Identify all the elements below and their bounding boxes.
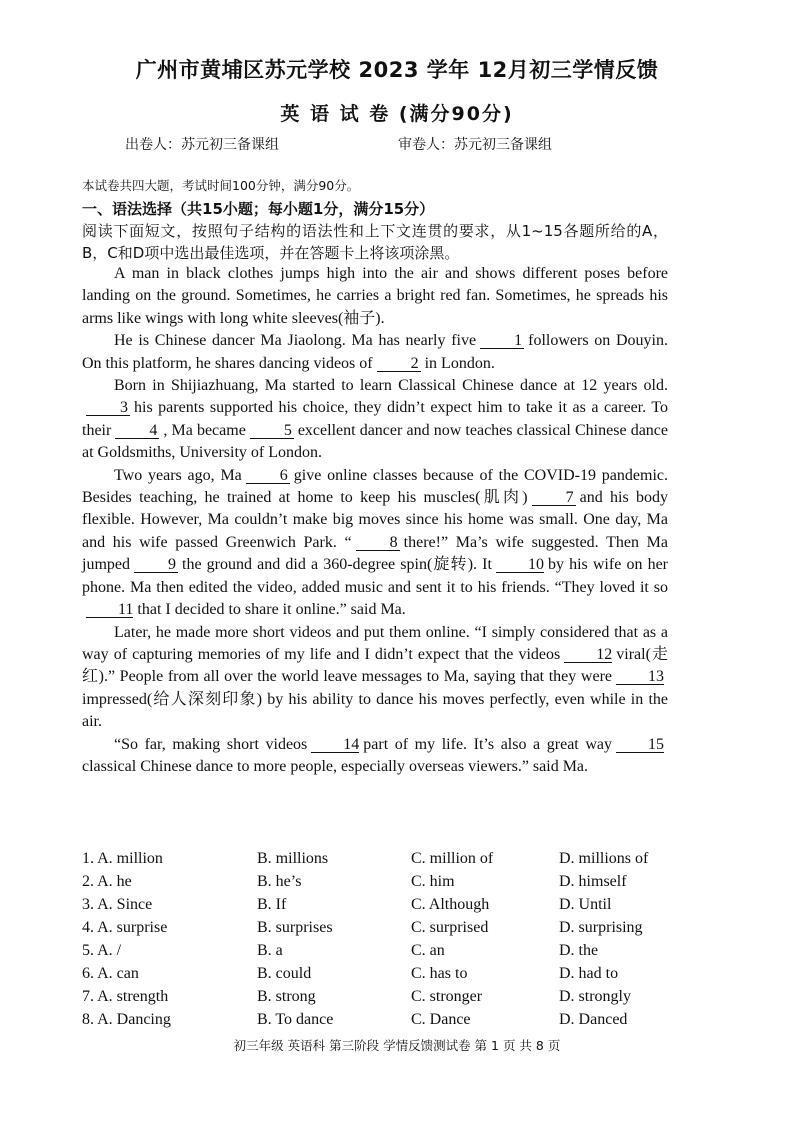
passage-text: that I decided to share it online.” said Ma.: [137, 601, 406, 619]
option-c[interactable]: C. surprised: [411, 919, 489, 936]
exam-intro: 本试卷共四大题，考试时间100分钟，满分90分。: [82, 178, 360, 193]
option-c[interactable]: C. an: [411, 942, 445, 959]
option-d[interactable]: D. had to: [559, 965, 619, 982]
passage-text: classical Chinese dance to more people, especially overseas viewers.” said Ma.: [82, 757, 589, 775]
passage-text: part of my life. It’s also a great way: [363, 735, 612, 753]
blank-4: 4: [115, 423, 159, 439]
blank-14: 14: [311, 737, 359, 753]
option-b[interactable]: B. To dance: [257, 1011, 334, 1028]
option-a[interactable]: 7. A. strength: [82, 988, 169, 1005]
answer-options: [82, 850, 682, 1034]
option-a[interactable]: 2. A. he: [82, 873, 132, 890]
reviewer-label: 审卷人：苏元初三备课组: [398, 137, 552, 153]
option-a[interactable]: 1. A. million: [82, 850, 163, 867]
option-b[interactable]: B. could: [257, 965, 312, 982]
option-b[interactable]: B. If: [257, 896, 287, 913]
passage-text: followers on Douyin. On this platform, he shares dancing videos of: [82, 332, 668, 372]
blank-11: 11: [86, 602, 133, 618]
option-b[interactable]: B. he’s: [257, 873, 302, 890]
blank-1: 1: [480, 333, 524, 349]
option-d[interactable]: D. Until: [559, 896, 612, 913]
option-d[interactable]: D. Danced: [559, 1011, 628, 1028]
paragraph: [82, 263, 668, 330]
option-a[interactable]: 5. A. /: [82, 942, 122, 959]
paragraph: [82, 622, 668, 734]
passage-text: give online classes because of the COVID-19 pandemic. Besides teaching, he trained at home to keep his muscles(肌肉): [82, 466, 668, 507]
option-b[interactable]: B. millions: [257, 850, 329, 867]
option-row-5: [82, 942, 682, 965]
blank-7: 7: [532, 490, 576, 506]
passage-text: there!” Ma’s wife suggested. Then Ma jumped: [82, 533, 668, 574]
option-a[interactable]: 8. A. Dancing: [82, 1011, 171, 1028]
option-row-2: [82, 873, 682, 896]
paragraph: [82, 465, 668, 622]
exam-title: 广州市黄埔区苏元学校 2023 学年 12月初三学情反馈: [135, 58, 659, 82]
passage-text: in London.: [424, 354, 495, 372]
blank-9: 9: [134, 557, 178, 573]
option-d[interactable]: D. strongly: [559, 988, 631, 1005]
option-c[interactable]: C. him: [411, 873, 455, 890]
passage-text: by his wife on her phone. Ma then edited the video, added music and sent it to his friends. “They loved it so: [82, 556, 669, 596]
blank-6: 6: [246, 468, 290, 484]
section-heading: 一、语法选择（共15小题；每小题1分，满分15分）: [82, 200, 435, 218]
paragraph: [82, 734, 668, 779]
blank-3: 3: [86, 400, 130, 416]
exam-subtitle: 英 语 试 卷 (满分90分): [280, 103, 514, 125]
reading-passage: [82, 263, 668, 778]
option-row-3: [82, 896, 682, 919]
option-a[interactable]: 4. A. surprise: [82, 919, 168, 936]
option-c[interactable]: C. million of: [411, 850, 494, 867]
passage-text: “So far, making short videos: [114, 735, 308, 753]
page-footer: 初三年级 英语科 第三阶段 学情反馈测试卷 第 1 页 共 8 页: [233, 1038, 561, 1053]
paragraph: [82, 330, 668, 375]
passage-text: and his body flexible. However, Ma couldn’t make big moves since his home was small. One day, Ma and his wife passed Greenwich Park. “: [82, 489, 668, 551]
blank-13: 13: [616, 669, 664, 685]
option-row-7: [82, 988, 682, 1011]
blank-8: 8: [356, 535, 400, 551]
option-c[interactable]: C. has to: [411, 965, 468, 982]
option-b[interactable]: B. surprises: [257, 919, 333, 936]
option-b[interactable]: B. a: [257, 942, 283, 959]
option-d[interactable]: D. millions of: [559, 850, 649, 867]
option-a[interactable]: 6. A. can: [82, 965, 139, 982]
blank-2: 2: [377, 356, 421, 372]
option-d[interactable]: D. surprising: [559, 919, 643, 936]
blank-15: 15: [616, 737, 664, 753]
passage-text: Two years ago, Ma: [114, 466, 242, 484]
option-row-1: [82, 850, 682, 873]
passage-text: the ground and did a 360-degree spin(旋转). It: [182, 556, 492, 574]
option-row-6: [82, 965, 682, 988]
blank-12: 12: [564, 647, 612, 663]
passage-text: A man in black clothes jumps high into the air and shows different poses before landing on the ground. Sometimes, he carries a bright red fan. Sometimes, he spreads his arms like wings with long white sleeves(袖子).: [82, 265, 668, 327]
passage-text: , Ma became: [163, 421, 246, 439]
option-row-8: [82, 1011, 682, 1034]
option-c[interactable]: C. Dance: [411, 1011, 471, 1028]
option-c[interactable]: C. stronger: [411, 988, 483, 1005]
option-d[interactable]: D. the: [559, 942, 599, 959]
option-c[interactable]: C. Although: [411, 896, 490, 913]
passage-text: viral(走红).” People from all over the world leave messages to Ma, saying that they were: [82, 645, 668, 686]
passage-text: excellent dancer and now teaches classical Chinese dance at Goldsmiths, University of London.: [82, 421, 669, 462]
blank-10: 10: [496, 557, 544, 573]
section-instructions: 阅读下面短文，按照句子结构的语法性和上下文连贯的要求，从1~15各题所给的A，B，C和D项中选出最佳选项，并在答题卡上将该项涂黑。: [82, 222, 668, 262]
option-d[interactable]: D. himself: [559, 873, 627, 890]
setter-label: 出卷人：苏元初三备课组: [125, 137, 279, 153]
passage-text: his parents supported his choice, they didn’t expect him to take it as a career. To their: [82, 399, 668, 439]
blank-5: 5: [250, 423, 294, 439]
option-row-4: [82, 919, 682, 942]
option-a[interactable]: 3. A. Since: [82, 896, 153, 913]
passage-text: He is Chinese dancer Ma Jiaolong. Ma has nearly five: [114, 332, 477, 350]
passage-text: impressed(给人深刻印象) by his ability to dance his moves perfectly, even while in the air.: [82, 690, 668, 731]
paragraph: [82, 375, 668, 465]
passage-text: Later, he made more short videos and put them online. “I simply considered that as a way of capturing memories of my life and I didn’t expect that the videos: [82, 623, 668, 663]
passage-text: Born in Shijiazhuang, Ma started to learn Classical Chinese dance at 12 years old.: [114, 377, 668, 395]
option-b[interactable]: B. strong: [257, 988, 316, 1005]
